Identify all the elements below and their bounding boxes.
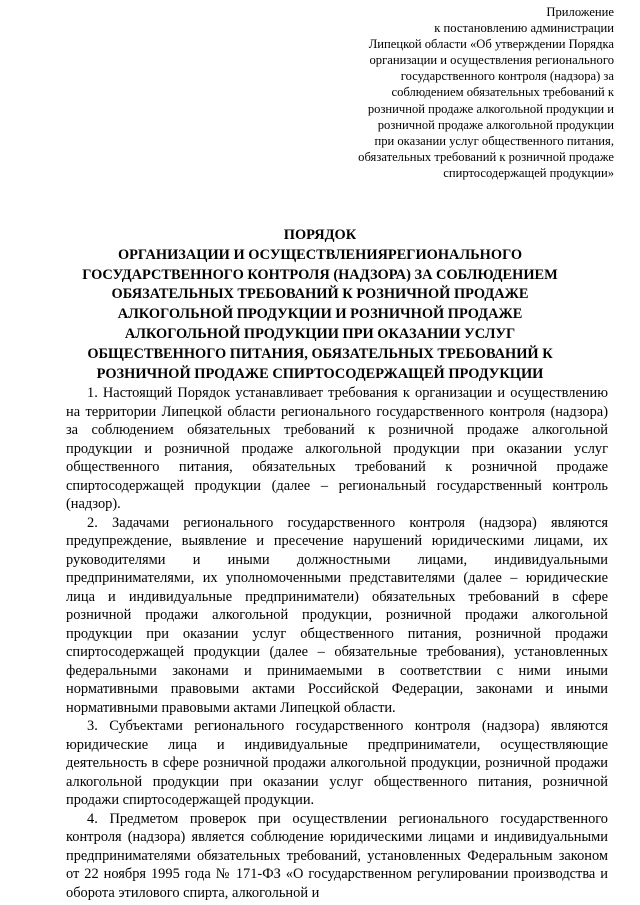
- annex-line: к постановлению администрации: [434, 21, 614, 36]
- annex-line: обязательных требований к розничной продаже: [358, 149, 614, 164]
- annex-line: при оказании услуг общественного питания,: [374, 133, 614, 148]
- paragraph-1: 1. Настоящий Порядок устанавливает требования к организации и осуществлению на территории Липецкой области регионального государственного контроля (надзора) за соблюдением обязательных требований к розничной продаже алкогольной продукции и розничной продаже алкогольной продукции при оказании услуг общественного питания, обязательных требований к розничной продаже спиртосодержащей продукции (далее – региональный государственный контроль (надзор).: [66, 385, 608, 512]
- annex-line: государственного контроля (надзора) за: [400, 69, 614, 84]
- annex-line: спиртосодержащей продукции»: [443, 165, 614, 180]
- annex-header: [314, 4, 614, 181]
- annex-line: Приложение: [546, 5, 614, 19]
- document-body: [66, 384, 608, 902]
- annex-line: розничной продаже алкогольной продукции: [377, 117, 614, 132]
- title-line: ОБЩЕСТВЕННОГО ПИТАНИЯ, ОБЯЗАТЕЛЬНЫХ ТРЕБОВАНИЙ К: [87, 345, 553, 362]
- annex-line: розничной продаже алкогольной продукции и: [367, 101, 614, 116]
- paragraph-2: 2. Задачами регионального государственного контроля (надзора) являются предупреждение, выявление и пресечение нарушений юридическими лицами, их руководителями и иными должностными лицами, индивидуальными предпринимателями, их уполномоченными представителями (далее – юридические лица и индивидуальные предприниматели) обязательных требований в сфере розничной продажи алкогольной продукции, розничной продажи алкогольной продукции при оказании услуг общественного питания, розничной продажи спиртосодержащей продукции (далее – обязательные требования), установленных федеральными законами и принимаемыми в соответствии с ними иными нормативными правовыми актами Российской Федерации, законами и иными нормативными правовыми актами Липецкой области.: [66, 514, 608, 716]
- title-line: ГОСУДАРСТВЕННОГО КОНТРОЛЯ (НАДЗОРА) ЗА СОБЛЮДЕНИЕМ: [82, 266, 558, 283]
- title-line: АЛКОГОЛЬНОЙ ПРОДУКЦИИ ПРИ ОКАЗАНИИ УСЛУГ: [124, 325, 516, 342]
- title-line: РОЗНИЧНОЙ ПРОДАЖЕ СПИРТОСОДЕРЖАЩЕЙ ПРОДУКЦИИ: [96, 365, 544, 382]
- annex-line: соблюдением обязательных требований к: [391, 85, 614, 100]
- annex-line: организации и осуществления регионального: [369, 53, 614, 68]
- title-line: АЛКОГОЛЬНОЙ ПРОДУКЦИИ И РОЗНИЧНОЙ ПРОДАЖЕ: [117, 306, 523, 323]
- document-title: [60, 226, 580, 384]
- paragraph-4: 4. Предметом проверок при осуществлении регионального государственного контроля (надзора) является соблюдение юридическими лицами и индивидуальными предпринимателями обязательных требований, установленных Федеральным законом от 22 ноября 1995 года № 171-ФЗ «О государственном регулировании производства и оборота этилового спирта, алкогольной и: [66, 810, 608, 901]
- title-line: ПОРЯДОК: [283, 227, 357, 243]
- title-line: ОБЯЗАТЕЛЬНЫХ ТРЕБОВАНИЙ К РОЗНИЧНОЙ ПРОДАЖЕ: [111, 286, 529, 303]
- paragraph-3: 3. Субъектами регионального государственного контроля (надзора) являются юридические лица и индивидуальные предприниматели, осуществляющие деятельность в сфере розничной продажи алкогольной продукции, розничной продажи алкогольной продукции при оказании услуг общественного питания, розничной продажи спиртосодержащей продукции.: [66, 718, 608, 808]
- annex-line: Липецкой области «Об утверждении Порядка: [368, 37, 614, 52]
- title-line: ОРГАНИЗАЦИИ И ОСУЩЕСТВЛЕНИЯРЕГИОНАЛЬНОГО: [117, 246, 523, 263]
